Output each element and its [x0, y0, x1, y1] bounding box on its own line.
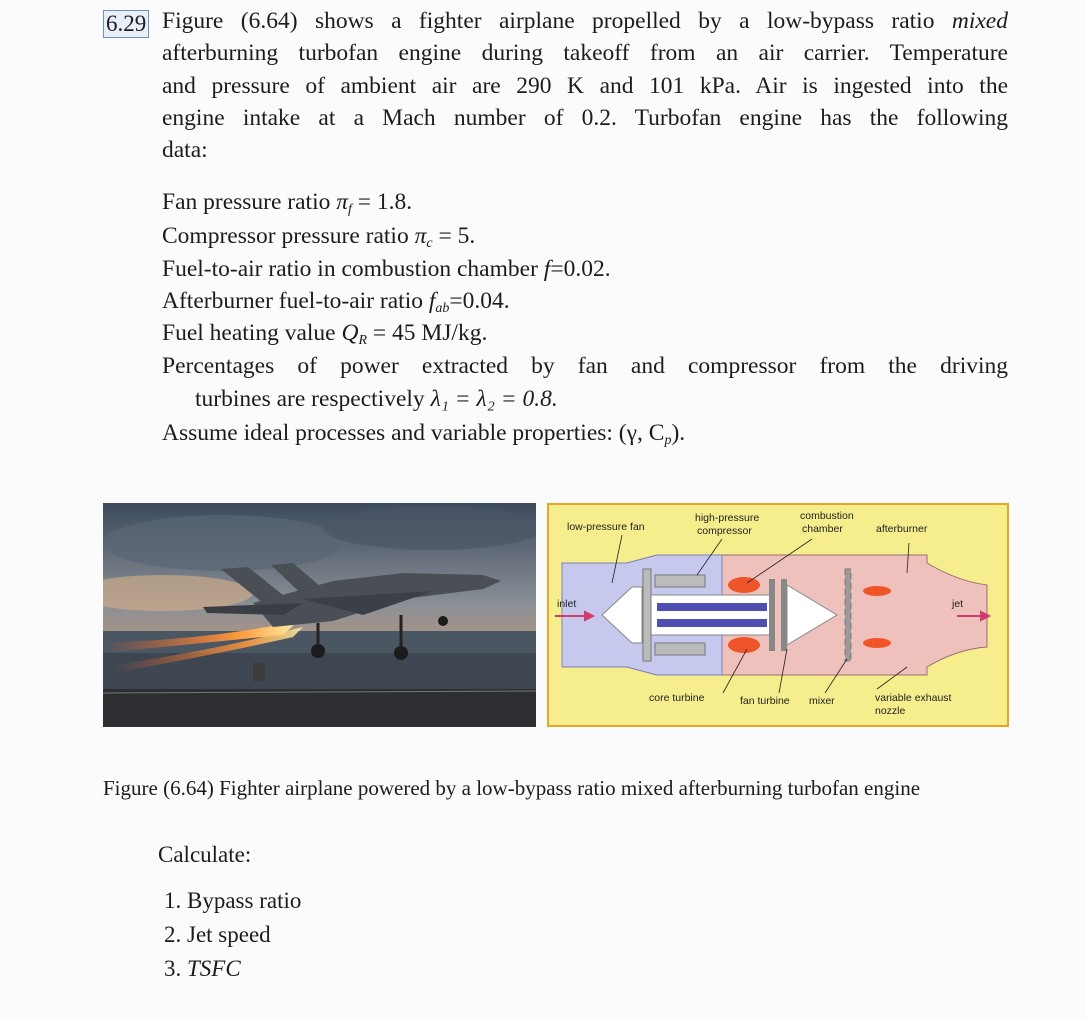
statement-line-2: afterburning turbofan engine during takeoff from an air carrier. Temperature	[162, 40, 1008, 67]
calculate-item-3: 3. TSFC	[164, 956, 241, 981]
calculate-item-1: 1. Bypass ratio	[164, 888, 302, 913]
fuel-heating-value: Fuel heating value $Q_R = 45$ MJ/kg.	[162, 320, 488, 348]
calculate-item-2: 2. Jet speed	[164, 922, 271, 947]
assumption-line: Assume ideal processes and variable properties: (γ, $C_p$).	[162, 420, 686, 448]
label-nozzle-1: variable exhaust	[875, 692, 952, 704]
label-afterburner: afterburner	[876, 523, 928, 535]
statement-line-1: Figure (6.64) shows a fighter airplane propelled by a low-bypass ratio mixed	[162, 8, 1008, 34]
label-core-turbine: core turbine	[649, 692, 705, 704]
afterburner-fuel-air-ratio: Afterburner fuel-to-air ratio $f_{ab}=0.04$.	[162, 288, 510, 316]
fuel-air-ratio: Fuel-to-air ratio in combustion chamber f=0.02.	[162, 256, 611, 282]
power-percent-line-1: Percentages of power extracted by fan and compressor from the driving	[162, 353, 1008, 379]
fan-pressure-ratio: Fan pressure ratio $\pi_f = 1.8$.	[162, 189, 413, 217]
calculate-title: Calculate:	[158, 842, 252, 867]
power-percent-line-2: turbines are respectively λ₁ = λ₂ = 0.8.	[195, 386, 558, 412]
statement-line-3: and pressure of ambient air are 290 K and 101 kPa. Air is ingested into the	[162, 72, 1008, 99]
problem-statement	[162, 5, 1008, 166]
label-mixer: mixer	[809, 695, 835, 707]
italic-mixed: mixed	[951, 8, 1008, 34]
label-hp-compressor-1: high-pressure	[695, 512, 760, 524]
problem-number: 6.29	[103, 10, 149, 38]
label-inlet: inlet	[557, 598, 577, 610]
label-combustion-1: combustion	[800, 510, 854, 522]
label-jet: jet	[952, 598, 964, 610]
statement-line-5: data:	[162, 137, 208, 164]
label-hp-compressor-2: compressor	[697, 525, 752, 537]
fighter-jet-photo	[103, 503, 536, 727]
statement-line-4: engine intake at a Mach number of 0.2. Turbofan engine has the following	[162, 104, 1008, 131]
label-fan-turbine: fan turbine	[740, 695, 790, 707]
label-combustion-2: chamber	[802, 523, 843, 535]
compressor-pressure-ratio: Compressor pressure ratio $\pi_c = 5$.	[162, 223, 476, 251]
figure-caption: Figure (6.64) Fighter airplane powered by a low-bypass ratio mixed afterburning turbofan engine	[103, 776, 921, 800]
fighter-jet-illustration	[103, 503, 536, 727]
turbofan-engine-diagram	[547, 503, 1009, 727]
label-low-pressure-fan: low-pressure fan	[567, 521, 645, 533]
label-nozzle-2: nozzle	[875, 705, 906, 717]
